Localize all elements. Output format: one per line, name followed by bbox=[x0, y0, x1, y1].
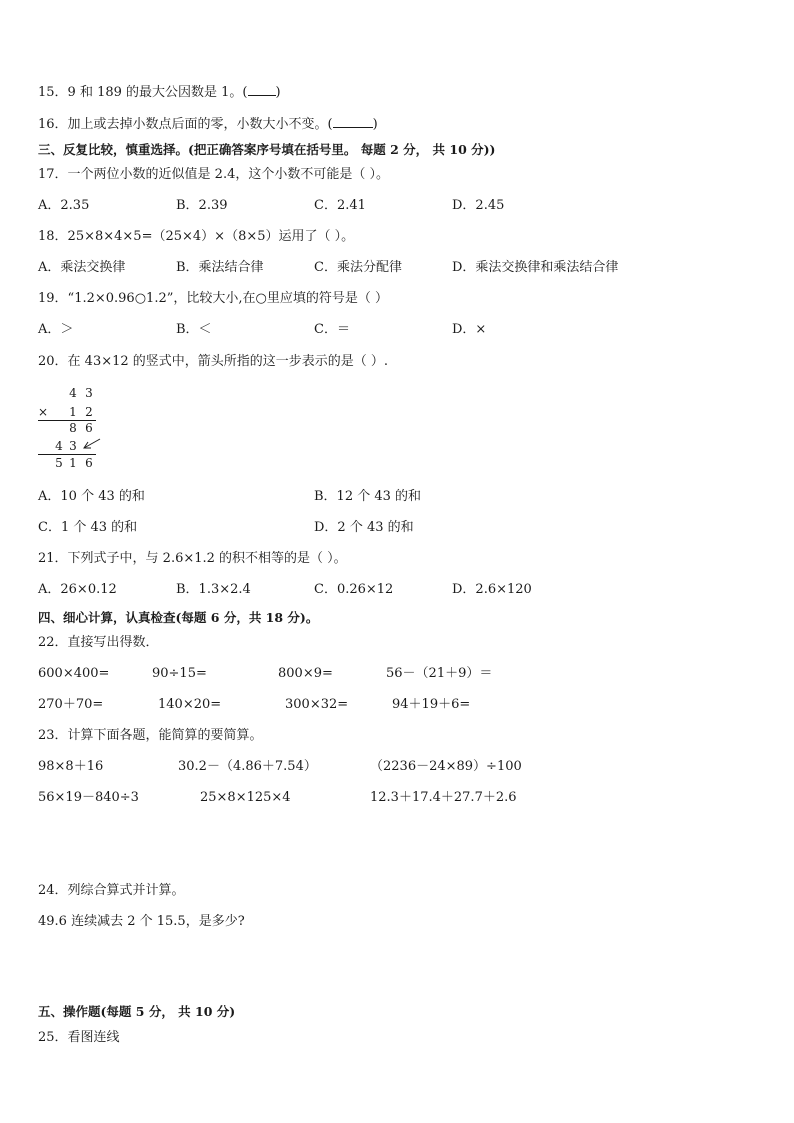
question-16: 16．加上或去掉小数点后面的零，小数大小不变。( ) bbox=[38, 117, 378, 132]
option-c[interactable]: C．1 个 43 的和 bbox=[38, 520, 138, 535]
option-d[interactable]: D．乘法交换律和乘法结合律 bbox=[452, 260, 619, 275]
section-4-heading: 四、细心计算，认真检查(每题 6 分，共 18 分)。 bbox=[38, 610, 319, 625]
expression: 12.3＋17.4＋27.7＋2.6 bbox=[370, 790, 517, 805]
option-c[interactable]: C．2.41 bbox=[314, 198, 366, 213]
option-a[interactable]: A．26×0.12 bbox=[38, 582, 117, 597]
digit: 6 bbox=[85, 456, 93, 470]
expression: 90÷15= bbox=[152, 666, 207, 681]
question-24-stem: 24．列综合算式并计算。 bbox=[38, 883, 185, 898]
expression: 98×8＋16 bbox=[38, 759, 104, 774]
question-18-stem: 18．25×8×4×5=（25×4）×（8×5）运用了（ ）。 bbox=[38, 229, 355, 244]
question-24-body: 49.6 连续减去 2 个 15.5，是多少? bbox=[38, 914, 245, 929]
digit: 5 bbox=[55, 456, 63, 470]
option-a[interactable]: A．＞ bbox=[38, 322, 74, 337]
digit: 6 bbox=[85, 421, 93, 435]
vertical-multiplication bbox=[38, 386, 108, 478]
option-c[interactable]: C．乘法分配律 bbox=[314, 260, 402, 275]
expression: 94＋19＋6= bbox=[392, 697, 471, 712]
digit: 3 bbox=[69, 439, 77, 453]
question-21-stem: 21．下列式子中，与 2.6×1.2 的积不相等的是（ ）。 bbox=[38, 551, 347, 566]
question-20-stem: 20．在 43×12 的竖式中，箭头所指的这一步表示的是（ ）. bbox=[38, 354, 389, 369]
expression: 300×32= bbox=[285, 697, 349, 712]
digit: 4 bbox=[69, 386, 77, 400]
expression: 56－（21＋9）＝ bbox=[386, 666, 493, 681]
expression: 270＋70= bbox=[38, 697, 104, 712]
option-b[interactable]: B．2.39 bbox=[176, 198, 228, 213]
option-c[interactable]: C．＝ bbox=[314, 322, 350, 337]
expression: 800×9= bbox=[278, 666, 333, 681]
option-c[interactable]: C．0.26×12 bbox=[314, 582, 394, 597]
question-23-stem: 23．计算下面各题，能简算的要简算。 bbox=[38, 728, 263, 743]
expression: 600×400= bbox=[38, 666, 110, 681]
question-19-stem: 19．“1.2×0.96○1.2”，比较大小,在○里应填的符号是（ ） bbox=[38, 291, 388, 306]
times-sign: × bbox=[38, 405, 49, 419]
option-d[interactable]: D．2 个 43 的和 bbox=[314, 520, 414, 535]
question-25-stem: 25．看图连线 bbox=[38, 1030, 120, 1045]
expression: 25×8×125×4 bbox=[200, 790, 291, 805]
digit: 4 bbox=[55, 439, 63, 453]
option-b[interactable]: B．乘法结合律 bbox=[176, 260, 264, 275]
expression: 30.2－（4.86＋7.54） bbox=[178, 759, 317, 774]
digit: 1 bbox=[69, 405, 77, 419]
option-a[interactable]: A．乘法交换律 bbox=[38, 260, 126, 275]
digit: 2 bbox=[85, 405, 93, 419]
option-b[interactable]: B．＜ bbox=[176, 322, 212, 337]
question-16-text: 16．加上或去掉小数点后面的零，小数大小不变。( bbox=[38, 117, 333, 132]
question-15: 15．9 和 189 的最大公因数是 1。( ) bbox=[38, 85, 281, 100]
option-d[interactable]: D．2.6×120 bbox=[452, 582, 532, 597]
option-b[interactable]: B．12 个 43 的和 bbox=[314, 489, 422, 504]
answer-blank[interactable] bbox=[248, 83, 276, 96]
expression: 140×20= bbox=[158, 697, 222, 712]
arrow-icon bbox=[38, 386, 108, 478]
question-17-stem: 17．一个两位小数的近似值是 2.4，这个小数不可能是（ ）。 bbox=[38, 167, 389, 182]
section-3-heading: 三、反复比较，慎重选择。(把正确答案序号填在括号里。 每题 2 分， 共 10 分)) bbox=[38, 142, 496, 157]
option-a[interactable]: A．10 个 43 的和 bbox=[38, 489, 145, 504]
option-d[interactable]: D．× bbox=[452, 322, 487, 337]
option-b[interactable]: B．1.3×2.4 bbox=[176, 582, 251, 597]
digit: 8 bbox=[69, 421, 77, 435]
digit: 3 bbox=[85, 386, 93, 400]
option-d[interactable]: D．2.45 bbox=[452, 198, 505, 213]
question-22-stem: 22．直接写出得数． bbox=[38, 635, 159, 650]
option-a[interactable]: A．2.35 bbox=[38, 198, 90, 213]
expression: （2236－24×89）÷100 bbox=[370, 759, 522, 774]
section-5-heading: 五、操作题(每题 5 分， 共 10 分) bbox=[38, 1004, 236, 1019]
answer-blank[interactable] bbox=[333, 115, 373, 128]
expression: 56×19－840÷3 bbox=[38, 790, 139, 805]
digit: 1 bbox=[69, 456, 77, 470]
question-15-text: 15．9 和 189 的最大公因数是 1。( bbox=[38, 85, 248, 100]
